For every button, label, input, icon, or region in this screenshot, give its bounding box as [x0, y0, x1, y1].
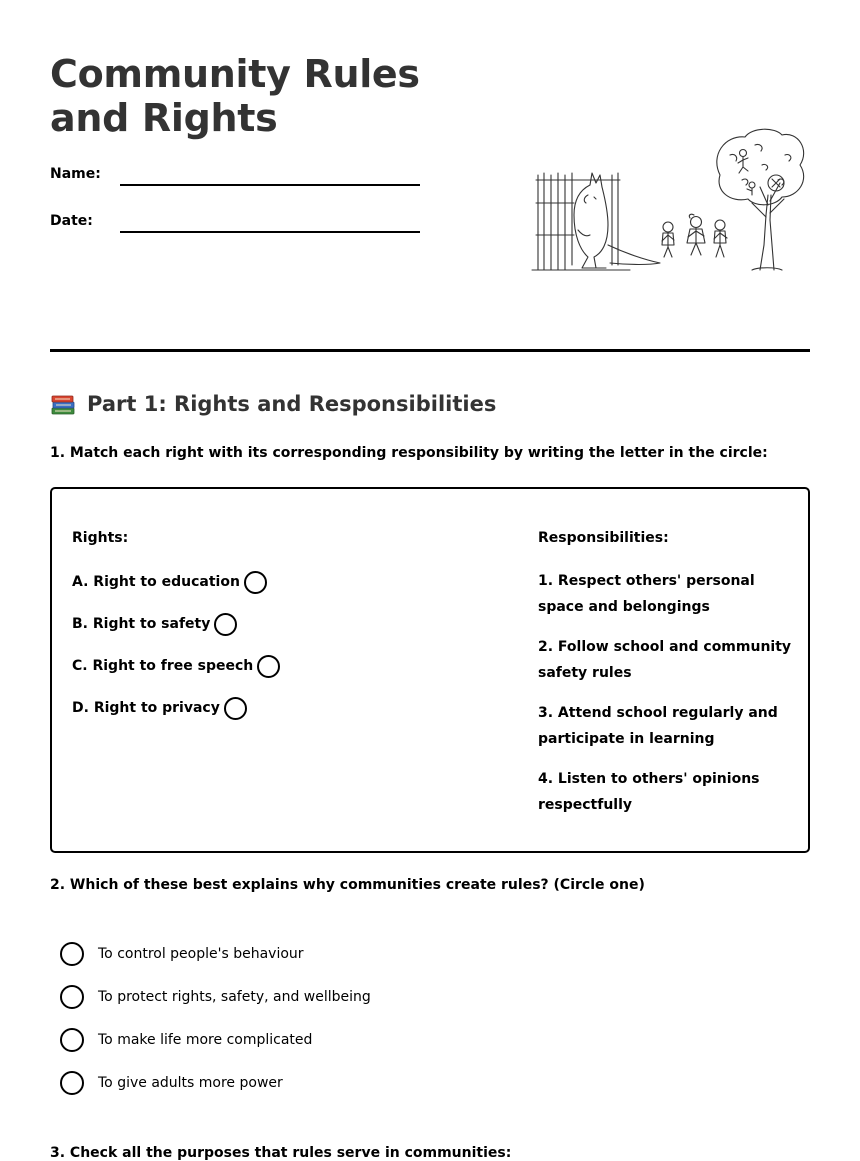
answer-circle[interactable]	[214, 613, 237, 636]
radio-circle[interactable]	[60, 942, 84, 966]
part1-heading-text: Part 1: Rights and Responsibilities	[87, 392, 497, 416]
right-label: D. Right to privacy	[72, 700, 220, 716]
matching-box	[50, 487, 810, 853]
right-label: C. Right to free speech	[72, 658, 254, 674]
responsibility-item: 1. Respect others' personal space and belongings	[538, 573, 755, 615]
option-label: To control people's behaviour	[98, 946, 304, 962]
right-item-privacy	[72, 696, 247, 720]
name-field	[50, 166, 430, 196]
answer-circle[interactable]	[257, 655, 280, 678]
right-item-free-speech	[72, 654, 280, 678]
option-control-behaviour[interactable]	[60, 941, 304, 967]
rights-heading: Rights:	[72, 530, 129, 546]
radio-circle[interactable]	[60, 985, 84, 1009]
responsibility-item: 4. Listen to others' opinions respectfully	[538, 771, 760, 813]
header-divider	[50, 349, 810, 352]
radio-circle[interactable]	[60, 1071, 84, 1095]
fence-drawing	[532, 173, 630, 270]
answer-circle[interactable]	[224, 697, 247, 720]
right-label: B. Right to safety	[72, 616, 211, 632]
books-icon	[50, 391, 76, 417]
child-3-drawing	[714, 220, 727, 257]
question-1-text: 1. Match each right with its corresponding responsibility by writing the letter in the circle:	[50, 445, 768, 461]
right-item-education	[72, 570, 267, 594]
option-label: To protect rights, safety, and wellbeing	[98, 989, 371, 1005]
responsibility-item: 2. Follow school and community safety rules	[538, 639, 792, 681]
answer-circle[interactable]	[244, 571, 267, 594]
date-field	[50, 213, 430, 243]
part1-heading	[50, 389, 496, 419]
option-label: To give adults more power	[98, 1075, 283, 1091]
child-1-drawing	[662, 222, 674, 257]
name-label: Name:	[50, 166, 101, 182]
child-2-drawing	[687, 214, 705, 255]
responsibilities-heading: Responsibilities:	[538, 530, 669, 546]
responsibility-item: 3. Attend school regularly and participate in learning	[538, 705, 778, 747]
worksheet-title: Community Rules and Rights	[50, 52, 420, 140]
kangaroo-children-tree-illustration	[530, 125, 810, 275]
option-label: To make life more complicated	[98, 1032, 313, 1048]
question-2-text: 2. Which of these best explains why communities create rules? (Circle one)	[50, 877, 645, 893]
radio-circle[interactable]	[60, 1028, 84, 1052]
right-label: A. Right to education	[72, 574, 240, 590]
option-protect-rights[interactable]	[60, 984, 371, 1010]
tree-drawing	[717, 129, 804, 270]
name-input-line[interactable]	[120, 184, 420, 186]
kangaroo-drawing	[574, 173, 660, 268]
option-adults-power[interactable]	[60, 1070, 283, 1096]
right-item-safety	[72, 612, 237, 636]
date-label: Date:	[50, 213, 93, 229]
date-input-line[interactable]	[120, 231, 420, 233]
option-more-complicated[interactable]	[60, 1027, 312, 1053]
question-3-text: 3. Check all the purposes that rules serve in communities:	[50, 1145, 512, 1161]
